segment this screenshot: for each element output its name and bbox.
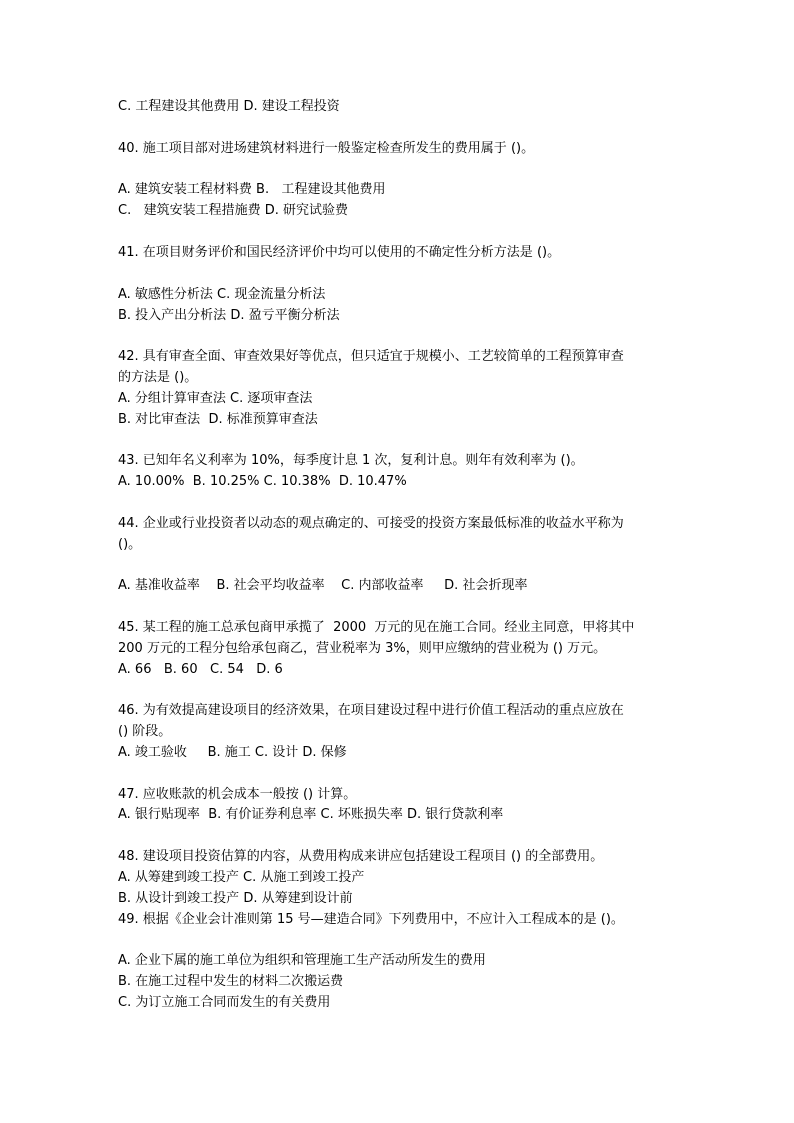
question-45-line-1: 45. 某工程的施工总承包商甲承揽了 2000 万元的见在施工合同。经业主同意，甲将其中 [118, 620, 635, 635]
question-47: 47. 应收账款的机会成本一般按 () 计算。 [118, 787, 357, 802]
question-42-line-1: 42. 具有审查全面、审查效果好等优点，但只适宜于规模小、工艺较简单的工程预算审查 [118, 349, 624, 364]
question-40-options-cd: C. 建筑安装工程措施费 D. 研究试验费 [118, 203, 349, 218]
question-49: 49. 根据《企业会计准则第 15 号—建造合同》下列费用中，不应计入工程成本的是 ()。 [118, 912, 624, 927]
question-49-option-c: C. 为订立施工合同而发生的有关费用 [118, 995, 331, 1010]
question-40-options-ab: A. 建筑安装工程材料费 B. 工程建设其他费用 [118, 182, 386, 197]
question-46-line-1: 46. 为有效提高建设项目的经济效果，在项目建设过程中进行价值工程活动的重点应放在 [118, 703, 624, 718]
question-42-line-2: 的方法是 ()。 [118, 370, 198, 385]
question-41-options-bd: B. 投入产出分析法 D. 盈亏平衡分析法 [118, 308, 340, 323]
question-42-options-ac: A. 分组计算审查法 C. 逐项审查法 [118, 391, 313, 406]
question-45-options: A. 66 B. 60 C. 54 D. 6 [118, 662, 283, 677]
question-40: 40. 施工项目部对进场建筑材料进行一般鉴定检查所发生的费用属于 ()。 [118, 141, 535, 156]
question-49-option-b: B. 在施工过程中发生的材料二次搬运费 [118, 974, 344, 989]
question-46-options: A. 竣工验收 B. 施工 C. 设计 D. 保修 [118, 745, 347, 760]
question-43: 43. 已知年名义利率为 10%，每季度计息 1 次，复利计息。则年有效利率为 ()。 [118, 453, 584, 468]
question-43-options: A. 10.00% B. 10.25% C. 10.38% D. 10.47% [118, 474, 407, 489]
question-44-options: A. 基准收益率 B. 社会平均收益率 C. 内部收益率 D. 社会折现率 [118, 578, 528, 593]
question-42-options-bd: B. 对比审查法 D. 标准预算审查法 [118, 412, 318, 427]
question-46-line-2: () 阶段。 [118, 724, 172, 739]
question-45-line-2: 200 万元的工程分包给承包商乙，营业税率为 3%，则甲应缴纳的营业税为 () 万元。 [118, 641, 607, 656]
question-44-line-2: ()。 [118, 537, 142, 552]
text-line-option-c-d-q39: C. 工程建设其他费用 D. 建设工程投资 [118, 99, 340, 114]
question-44-line-1: 44. 企业或行业投资者以动态的观点确定的、可接受的投资方案最低标准的收益水平称为 [118, 516, 624, 531]
question-49-option-a: A. 企业下属的施工单位为组织和管理施工生产活动所发生的费用 [118, 953, 486, 968]
question-48: 48. 建设项目投资估算的内容，从费用构成来讲应包括建设工程项目 () 的全部费用。 [118, 849, 604, 864]
question-41-options-ac: A. 敏感性分析法 C. 现金流量分析法 [118, 287, 326, 302]
question-48-options-bd: B. 从设计到竣工投产 D. 从筹建到设计前 [118, 891, 353, 906]
question-47-options: A. 银行贴现率 B. 有价证券利息率 C. 坏账损失率 D. 银行贷款利率 [118, 807, 504, 822]
question-48-options-ac: A. 从筹建到竣工投产 C. 从施工到竣工投产 [118, 870, 365, 885]
question-41: 41. 在项目财务评价和国民经济评价中均可以使用的不确定性分析方法是 ()。 [118, 245, 561, 260]
